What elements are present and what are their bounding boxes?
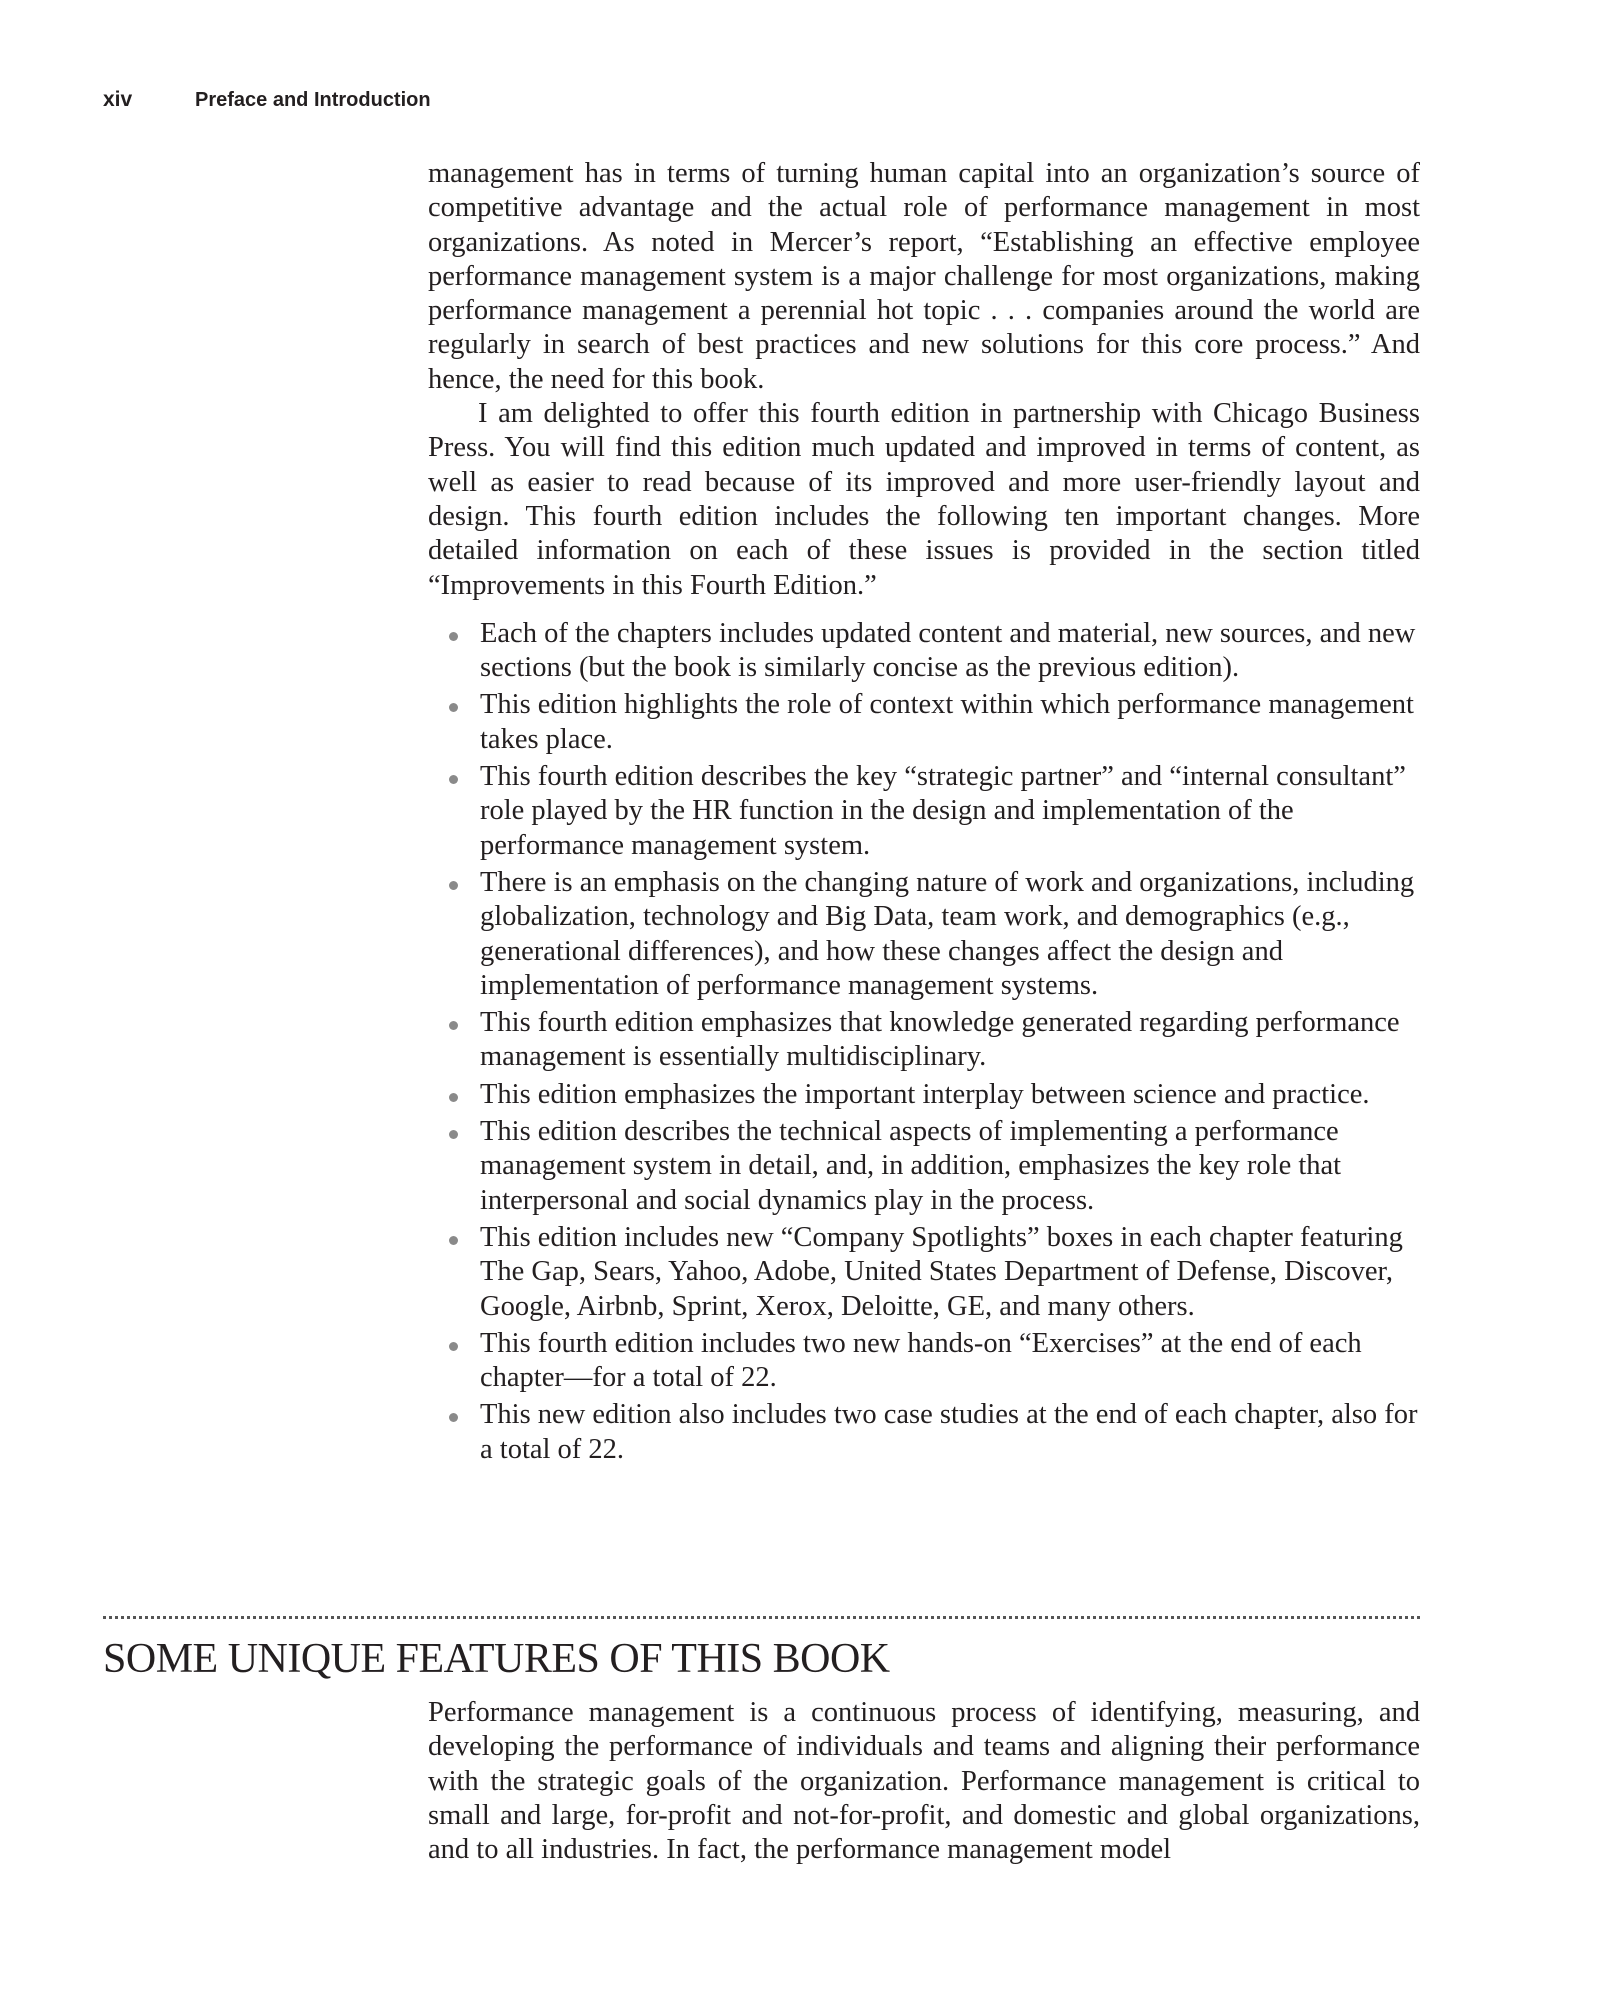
list-item-text: This fourth edition includes two new hands-on “Exercises” at the end of each chapter—for a total of 22. [480, 1327, 1362, 1394]
list-item [428, 1327, 1420, 1396]
section-paragraph: Performance management is a continuous process of identifying, measuring, and developing the performance of individuals and teams and aligning their performance with the strategic goals of the organization. Performance management is critical to small and large, for-profit and not-for-profit, and domestic and global organizations, and to all industries. In fact, the performance management model [428, 1697, 1420, 1866]
running-head-title: Preface and Introduction [195, 89, 431, 111]
list-item-text: This edition emphasizes the important interplay between science and practice. [480, 1078, 1370, 1110]
bullet-icon [449, 703, 458, 712]
bullet-icon [449, 632, 458, 641]
fourth-edition-paragraph: I am delighted to offer this fourth edition in partnership with Chicago Business Press. You will find this edition much updated and improved in terms of content, as well as easier to read because of its improved and more user-friendly layout and design. This fourth edition includes the following ten important changes. More detailed information on each of these issues is provided in the section titled “Improvements in this Fourth Edition.” [428, 398, 1420, 601]
list-item [428, 760, 1420, 863]
list-item-text: There is an emphasis on the changing nature of work and organizations, including globalization, technology and Big Data, team work, and demographics (e.g., generational differences), and how these changes affect the design and implementation of performance management systems. [480, 866, 1415, 1001]
bullet-icon [449, 1130, 458, 1139]
list-item-text: This edition includes new “Company Spotlights” boxes in each chapter featuring The Gap, Sears, Yahoo, Adobe, United States Department of Defense, Discover, Google, Airbnb, Sprint, Xerox, Deloitte, GE, and many others. [480, 1221, 1403, 1322]
bullet-icon [449, 1093, 458, 1102]
list-item-text: Each of the chapters includes updated content and material, new sources, and new sections (but the book is similarly concise as the previous edition). [480, 617, 1416, 684]
list-item-text: This edition highlights the role of context within which performance management takes place. [480, 689, 1414, 755]
list-item [428, 688, 1420, 757]
list-item [428, 1115, 1420, 1218]
bullet-icon [449, 1236, 458, 1245]
list-item [428, 1006, 1420, 1075]
bullet-icon [449, 881, 458, 890]
page-number: xiv [103, 88, 133, 111]
bullet-icon [449, 1021, 458, 1030]
list-item-text: This new edition also includes two case studies at the end of each chapter, also for a total of 22. [480, 1399, 1418, 1465]
list-item [428, 1078, 1420, 1112]
running-head [103, 88, 431, 112]
list-item-text: This fourth edition emphasizes that knowledge generated regarding performance management is essentially multidisciplinary. [480, 1007, 1400, 1073]
bullet-icon [449, 775, 458, 784]
intro-continuation-paragraph: management has in terms of turning human capital into an organization’s source of competitive advantage and the actual role of performance management in most organizations. As noted in Mercer’s report, “Establishing an effective employee performance management system is a major challenge for most organizations, making performance management a perennial hot topic . . . companies around the world are regularly in search of best practices and new solutions for this core process.” And hence, the need for this book. [428, 158, 1420, 395]
list-item [428, 617, 1420, 686]
list-item [428, 1398, 1420, 1467]
section-divider [103, 1616, 1420, 1619]
list-item-text: This edition describes the technical aspects of implementing a performance management system in detail, and, in addition, emphasizes the key role that interpersonal and social dynamics play in the process. [480, 1116, 1342, 1216]
bullet-icon [449, 1413, 458, 1422]
list-item [428, 1221, 1420, 1324]
body-text-block [428, 157, 1420, 1470]
list-item-text: This fourth edition describes the key “strategic partner” and “internal consultant” role played by the HR function in the design and implementation of the performance management system. [480, 761, 1406, 861]
list-item [428, 866, 1420, 1003]
section-heading: SOME UNIQUE FEATURES OF THIS BOOK [103, 1636, 890, 1682]
section-body [428, 1696, 1420, 1867]
changes-list [428, 617, 1420, 1467]
bullet-icon [449, 1342, 458, 1351]
